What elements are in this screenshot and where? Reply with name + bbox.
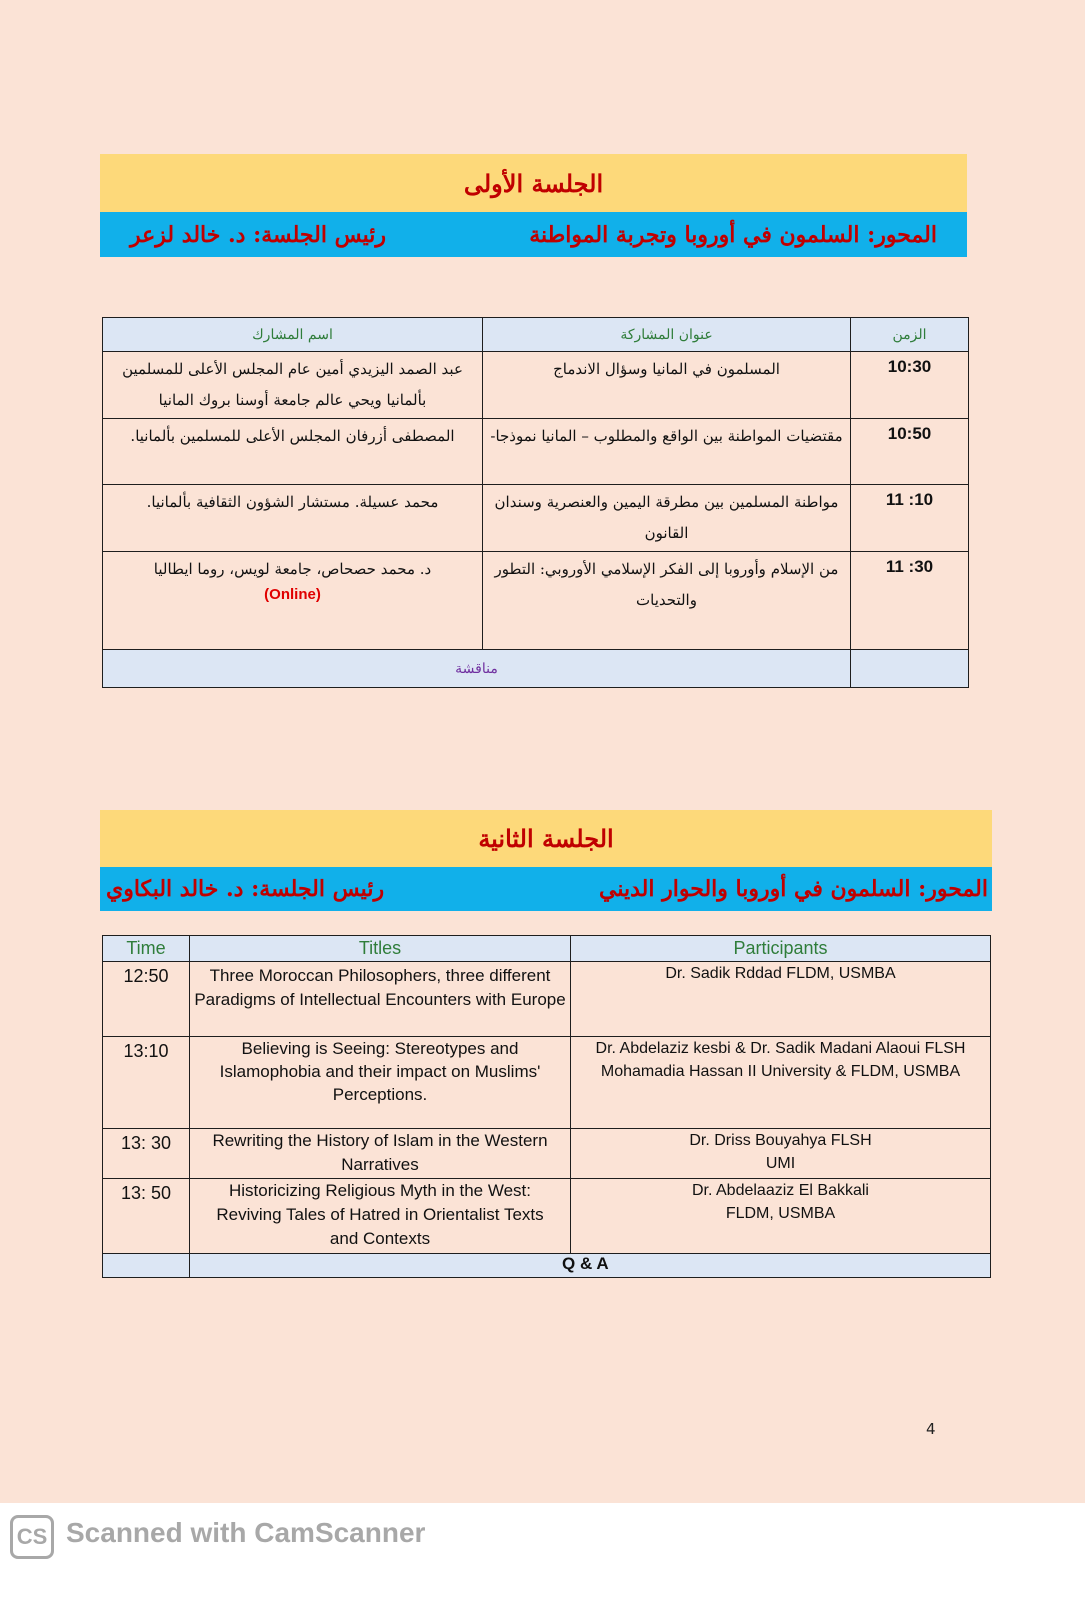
session2-axis-banner	[100, 867, 992, 911]
participant-cell	[103, 552, 483, 650]
session1-axis-banner	[100, 212, 967, 257]
table-row	[103, 962, 991, 1037]
title-cell: Three Moroccan Philosophers, three different Paradigms of Intellectual Encounters with Europe	[190, 962, 571, 1037]
qa-label: Q & A	[562, 1254, 609, 1273]
header-participant: اسم المشارك	[103, 318, 483, 352]
time-cell: 13: 50	[103, 1179, 190, 1254]
table-header-row	[103, 936, 991, 962]
time-cell: 11 :30	[851, 552, 969, 650]
title-cell: Historicizing Religious Myth in the West: Reviving Tales of Hatred in Orientalist Texts and Contexts	[190, 1179, 571, 1254]
session2-axis: المحور: السلمون في أوروبا والحوار الديني	[599, 876, 988, 902]
participant-cell: Dr. Driss Bouyahya FLSH UMI	[571, 1129, 991, 1179]
participant-cell: محمد عسيلة. مستشار الشؤون الثقافية بألمانيا.	[103, 485, 483, 552]
online-note: (Online)	[264, 586, 321, 603]
session1-title-banner	[100, 154, 967, 212]
session1-title: الجلسة الأولى	[463, 168, 604, 198]
footer-empty-cell	[851, 650, 969, 688]
qa-cell	[190, 1254, 991, 1278]
participant-cell: Dr. Abdelaziz kesbi & Dr. Sadik Madani Alaoui FLSH Mohamadia Hassan II University & FLDM, USMBA	[571, 1037, 991, 1129]
discussion-cell: مناقشة	[103, 650, 851, 688]
session1-chair: رئيس الجلسة: د. خالد لزعر	[130, 221, 387, 248]
title-cell: Rewriting the History of Islam in the Western Narratives	[190, 1129, 571, 1179]
time-cell: 10:50	[851, 419, 969, 485]
title-cell: Believing is Seeing: Stereotypes and Islamophobia and their impact on Muslims' Perceptions.	[190, 1037, 571, 1129]
table-row	[103, 1037, 991, 1129]
session2-table	[102, 935, 991, 1278]
time-cell: 10:30	[851, 352, 969, 419]
camscanner-watermark	[0, 1503, 1085, 1600]
page-number: 4	[926, 1420, 936, 1438]
participant-cell: Dr. Abdelaaziz El Bakkali FLDM, USMBA	[571, 1179, 991, 1254]
table-row	[103, 352, 969, 419]
time-cell: 13: 30	[103, 1129, 190, 1179]
time-cell: 13:10	[103, 1037, 190, 1129]
participant-cell: المصطفى أزرفان المجلس الأعلى للمسلمين بألمانيا.	[103, 419, 483, 485]
session2-chair: رئيس الجلسة: د. خالد البكاوي	[106, 876, 385, 902]
table-row	[103, 419, 969, 485]
session2-title-banner	[100, 810, 992, 867]
table-row	[103, 552, 969, 650]
title-cell: المسلمون في المانيا وسؤال الاندماج	[483, 352, 851, 419]
table-footer-row	[103, 1254, 991, 1278]
participant-name: د. محمد حصحاص، جامعة لويس، روما ايطاليا	[153, 560, 432, 578]
session2-title: الجلسة الثانية	[478, 824, 614, 853]
title-cell: مواطنة المسلمين بين مطرقة اليمين والعنصرية وسندان القانون	[483, 485, 851, 552]
table-row	[103, 1129, 991, 1179]
table-row	[103, 1179, 991, 1254]
camscanner-text: Scanned with CamScanner	[66, 1517, 426, 1548]
session1-axis: المحور: السلمون في أوروبا وتجربة المواطنة	[529, 221, 937, 248]
header-participants: Participants	[571, 936, 991, 962]
header-time: Time	[103, 936, 190, 962]
title-cell: من الإسلام وأوروبا إلى الفكر الإسلامي الأوروبي: التطور والتحديات	[483, 552, 851, 650]
participant-cell: Dr. Sadik Rddad FLDM, USMBA	[571, 962, 991, 1037]
footer-empty-cell	[103, 1254, 190, 1278]
title-cell: مقتضيات المواطنة بين الواقع والمطلوب – المانيا نموذجا-	[483, 419, 851, 485]
camscanner-logo-icon: CS	[10, 1515, 54, 1559]
session1-table	[102, 317, 969, 688]
header-title: عنوان المشاركة	[483, 318, 851, 352]
table-footer-row	[103, 650, 969, 688]
participant-cell: عبد الصمد اليزيدي أمين عام المجلس الأعلى للمسلمين بألمانيا ويحي عالم جامعة أوسنا بروك المانيا	[103, 352, 483, 419]
time-cell: 11 :10	[851, 485, 969, 552]
time-cell: 12:50	[103, 962, 190, 1037]
table-header-row	[103, 318, 969, 352]
header-titles: Titles	[190, 936, 571, 962]
header-time: الزمن	[851, 318, 969, 352]
table-row	[103, 485, 969, 552]
